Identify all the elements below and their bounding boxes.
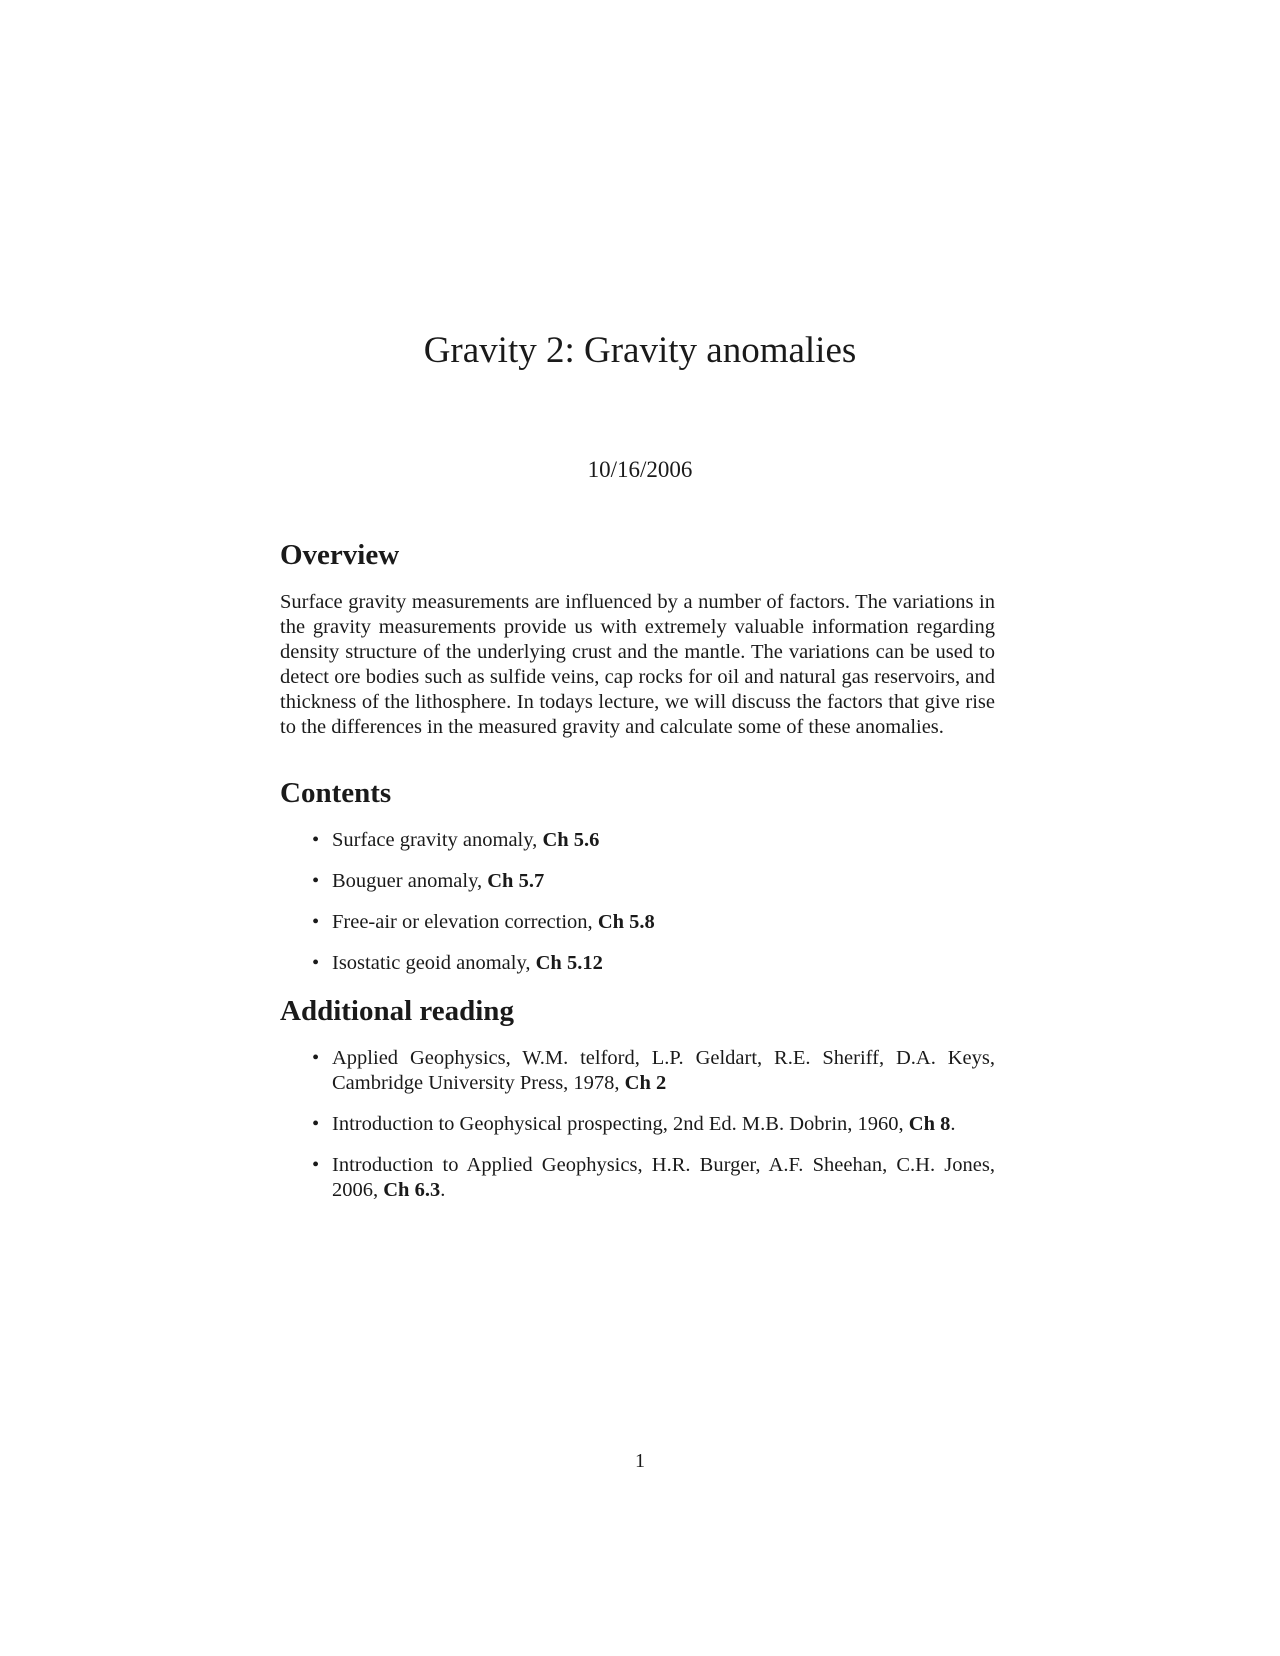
document-date: 10/16/2006 [587,457,693,482]
overview-heading: Overview [280,539,400,571]
item-text: Introduction to Geophysical prospecting, 2nd Ed. M.B. Dobrin, 1960, [332,1112,909,1135]
item-text: Surface gravity anomaly, [332,828,543,851]
document-title: Gravity 2: Gravity anomalies [423,330,857,371]
list-item [280,910,995,935]
chapter-ref: Ch 6.3 [383,1178,441,1201]
list-item [280,1153,995,1203]
list-item [280,1112,995,1137]
chapter-ref: Ch 5.8 [597,910,655,933]
reading-heading: Additional reading [280,994,514,1027]
chapter-ref: Ch 8 [908,1112,951,1135]
bullet-icon: • [312,1153,320,1176]
bullet-icon: • [312,828,320,851]
bullet-icon: • [312,869,320,892]
reading-section [280,996,995,1203]
contents-section [280,778,995,976]
contents-heading: Contents [280,776,392,809]
item-text: Introduction to Applied Geophysics, H.R. Burger, A.F. Sheehan, C.H. Jones, 2006, [332,1153,995,1201]
bullet-icon: • [312,910,320,933]
bullet-icon: • [312,1112,320,1135]
list-item [280,828,995,853]
chapter-ref: Ch 2 [624,1071,667,1094]
bullet-icon: • [312,951,320,974]
item-text: Free-air or elevation correction, [332,910,598,933]
reading-list [280,1046,995,1203]
overview-section [280,540,995,740]
item-text: Bouguer anomaly, [332,869,488,892]
bullet-icon: • [312,1046,320,1069]
item-suffix: . [440,1178,446,1201]
contents-list [280,828,995,976]
item-text: Isostatic geoid anomaly, [332,951,536,974]
overview-paragraph: Surface gravity measurements are influenced by a number of factors. The variations in the gravity measurements provide us with extremely valuable information regarding density structure of the underlying crust and the mantle. The variations can be used to detect ore bodies such as sulfide veins, cap rocks for oil and natural gas reservoirs, and thickness of the lithosphere. In todays lecture, we will discuss the factors that give rise to the differences in the measured gravity and calculate some of these anomalies. [280,590,995,738]
chapter-ref: Ch 5.7 [487,869,545,892]
list-item [280,869,995,894]
page-number: 1 [635,1450,645,1472]
list-item [280,951,995,976]
item-suffix: . [950,1112,956,1135]
list-item [280,1046,995,1096]
document-body [280,540,995,1219]
chapter-ref: Ch 5.6 [542,828,600,851]
chapter-ref: Ch 5.12 [535,951,603,974]
item-text: Applied Geophysics, W.M. telford, L.P. Geldart, R.E. Sheriff, D.A. Keys, Cambridge University Press, 1978, [332,1046,995,1094]
